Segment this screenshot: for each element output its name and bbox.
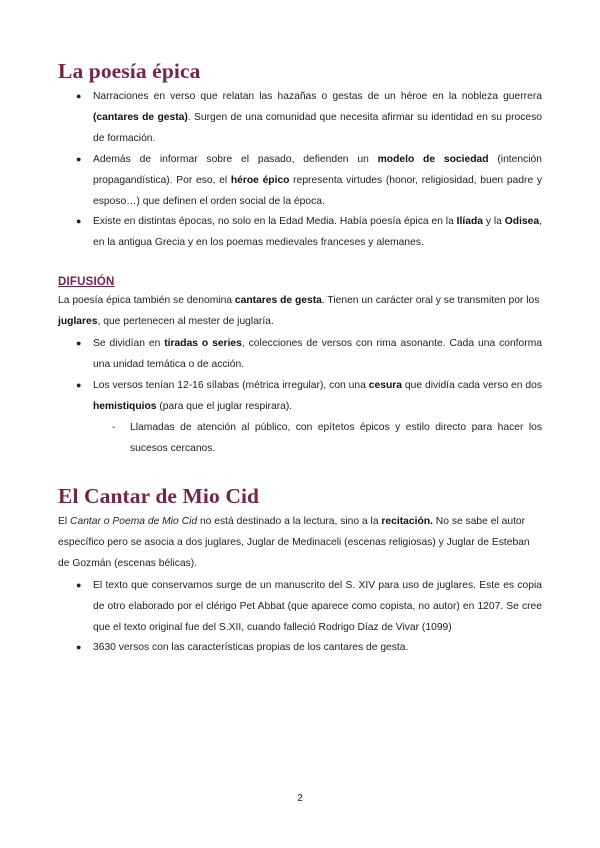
bold-text-run: juglares bbox=[58, 316, 98, 328]
dash-item-text bbox=[130, 417, 542, 459]
list-item bbox=[76, 333, 542, 375]
bullet-icon: ● bbox=[76, 380, 82, 390]
text-run: No se sabe el autor específico pero se asocia a dos juglares, Juglar de Medinaceli (escenas religiosas) y Juglar de Esteban de Gozmán (escenas bélicas). bbox=[58, 516, 530, 570]
text-run: y la bbox=[483, 216, 505, 227]
list-item-text bbox=[93, 575, 542, 639]
bold-text-run: Ilíada bbox=[456, 216, 483, 227]
text-run: Además de informar sobre el pasado, defienden un bbox=[93, 154, 378, 165]
text-run: (para que el juglar respirara). bbox=[156, 401, 293, 413]
italic-text-run: Cantar o Poema de Mio Cid bbox=[70, 516, 198, 527]
list-item bbox=[76, 575, 542, 639]
cantar-paragraph bbox=[58, 511, 542, 575]
text-run: no está destinado a la lectura, sino a la bbox=[197, 516, 382, 527]
text-run: La poesía épica también se denomina bbox=[58, 295, 235, 306]
bold-text-run: recitación. bbox=[381, 516, 433, 527]
bullet-icon: ● bbox=[76, 580, 82, 590]
text-run: 3630 versos con las características propias de los cantares de gesta. bbox=[93, 642, 409, 653]
text-run: Los versos tenían 12-16 sílabas (métrica irregular), con una bbox=[93, 380, 369, 391]
subheading-difusion: DIFUSIÓN bbox=[58, 276, 115, 288]
list-item-text bbox=[93, 333, 542, 375]
bold-text-run: héroe épico bbox=[230, 175, 290, 187]
text-run: . Surgen de una comunidad que necesita afirmar su identidad en su proceso de formación. bbox=[93, 112, 542, 145]
bullet-icon: ● bbox=[76, 216, 82, 226]
list-item-text bbox=[93, 86, 542, 150]
bold-text-run: cesura bbox=[368, 380, 402, 391]
difusion-paragraph bbox=[58, 290, 542, 332]
list-item bbox=[76, 211, 542, 253]
heading-cantar-mio-cid: El Cantar de Mio Cid bbox=[58, 484, 260, 508]
text-run: Llamadas de atención al público, con epítetos épicos y estilo directo para hacer los sucesos cercanos. bbox=[130, 422, 542, 455]
text-run: Se dividían en bbox=[93, 338, 165, 349]
list-item bbox=[76, 86, 542, 150]
text-run: , colecciones de versos con rima asonante. Cada una conforma una unidad temática o de acción. bbox=[93, 338, 543, 371]
text-run: (intención propagandística). Por eso, el bbox=[93, 154, 542, 187]
text-run: Narraciones en verso que relatan las hazañas o gestas de un héroe en la nobleza guerrera bbox=[93, 91, 542, 102]
bold-text-run: cantares de gesta bbox=[234, 295, 322, 306]
dash-list-item bbox=[112, 417, 542, 459]
bullet-icon: ● bbox=[76, 338, 82, 348]
bullet-icon: ● bbox=[76, 642, 82, 652]
list-item-text bbox=[93, 637, 542, 658]
list-item-text bbox=[93, 375, 542, 417]
text-run: , que pertenecen al mester de juglaría. bbox=[97, 316, 274, 328]
heading-poesia-epica: La poesía épica bbox=[58, 59, 201, 83]
list-item bbox=[76, 637, 542, 658]
text-run: . Tienen un carácter oral y se transmiten por los bbox=[321, 295, 540, 306]
bold-text-run: tiradas o series bbox=[164, 338, 242, 349]
list-item-text bbox=[93, 211, 542, 253]
text-run: El texto que conservamos surge de un manuscrito del S. XIV para uso de juglares. Este es copia de otro elaborado por el clérigo Pet Abbat (que aparece como copista, no autor) en 1207. Se cree que el texto original fue del S.XII, cuando falleció Rodrigo Díaz de Vivar (1099) bbox=[93, 580, 542, 634]
page-number: 2 bbox=[297, 793, 303, 804]
bullet-icon: ● bbox=[76, 91, 82, 101]
dash-marker: - bbox=[112, 422, 116, 433]
list-item bbox=[76, 375, 542, 417]
bold-text-run: hemistiquios bbox=[93, 401, 157, 413]
list-item bbox=[76, 149, 542, 213]
text-run: , en la antigua Grecia y en los poemas medievales franceses y alemanes. bbox=[93, 216, 543, 249]
text-run: El bbox=[58, 516, 71, 527]
text-run: Existe en distintas épocas, no solo en la Edad Media. Había poesía épica en la bbox=[93, 216, 457, 227]
bold-text-run: Odisea bbox=[504, 216, 540, 227]
text-run: que dividía cada verso en dos bbox=[402, 380, 542, 391]
list-item-text bbox=[93, 149, 542, 213]
bullet-icon: ● bbox=[76, 154, 82, 164]
text-run: representa virtudes (honor, religiosidad, buen padre y esposo…) que definen el orden social de la época. bbox=[93, 175, 543, 208]
bold-text-run: modelo de sociedad bbox=[377, 154, 489, 165]
bold-text-run: (cantares de gesta) bbox=[93, 112, 188, 124]
